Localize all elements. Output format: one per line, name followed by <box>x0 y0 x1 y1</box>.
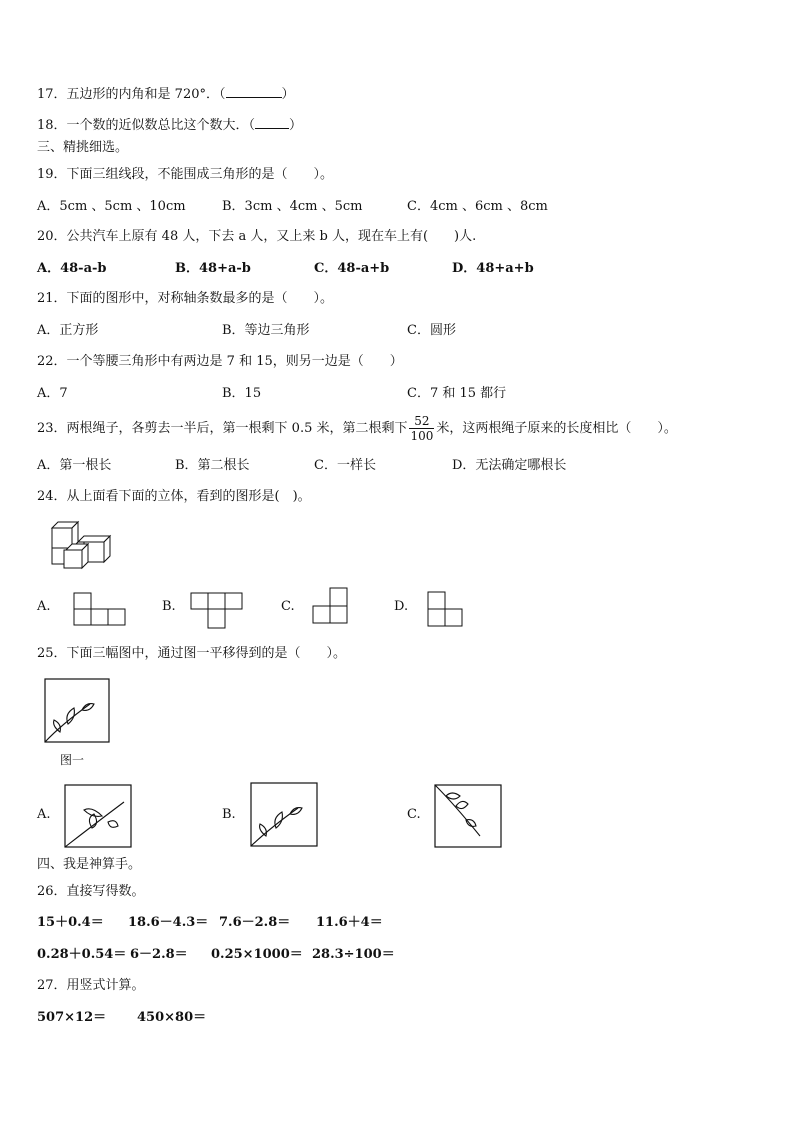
q23-option-a[interactable]: A．第一根长 <box>37 458 112 473</box>
calc-item: 18.6－4.3＝ <box>128 915 209 930</box>
figure-1-label: 图一 <box>60 753 85 767</box>
section-4-heading: 四、我是神算手。 <box>37 857 142 872</box>
q23-option-b[interactable]: B．第二根长 <box>175 458 250 473</box>
q24-figure-a <box>72 591 128 627</box>
q20-option-a[interactable]: A．48-a-b <box>37 261 107 276</box>
cube-stack-figure <box>48 520 114 570</box>
section-3-heading: 三、精挑细选。 <box>37 140 129 155</box>
q19-option-a[interactable]: A．5cm 、5cm 、10cm <box>37 199 186 214</box>
q24-figure-b <box>189 591 245 631</box>
question-18: 18．一个数的近似数总比这个数大．（ ） <box>37 115 302 134</box>
question-17: 17．五边形的内角和是 720°．（ ） <box>37 84 295 103</box>
q20-option-b[interactable]: B．48+a-b <box>175 261 251 276</box>
question-17-text: 17．五边形的内角和是 720°．（ <box>37 87 226 102</box>
q22-option-b[interactable]: B．15 <box>222 386 262 401</box>
q24-figure-d <box>425 589 465 629</box>
fraction: $\frac{52}{100}$ <box>410 414 434 443</box>
question-21-stem: 21．下面的图形中，对称轴条数最多的是（ ）。 <box>37 291 334 306</box>
calc-item: 15＋0.4＝ <box>37 915 104 930</box>
q23-option-d[interactable]: D．无法确定哪根长 <box>452 458 567 473</box>
question-25-stem: 25．下面三幅图中，通过图一平移得到的是（ ）。 <box>37 646 347 661</box>
q25-option-a[interactable]: A. <box>37 807 51 822</box>
calc-item: 11.6＋4＝ <box>316 915 383 930</box>
question-18-text: 18．一个数的近似数总比这个数大．（ <box>37 118 256 133</box>
question-27-stem: 27．用竖式计算。 <box>37 978 145 993</box>
question-20-stem: 20．公共汽车上原有 48 人，下去 a 人，又上来 b 人，现在车上有( )人. <box>37 229 477 244</box>
q21-option-c[interactable]: C．圆形 <box>407 323 456 338</box>
q19-option-c[interactable]: C．4cm 、6cm 、8cm <box>407 199 548 214</box>
q25-figure-a <box>62 782 134 850</box>
question-23-stem: 23．两根绳子，各剪去一半后，第一根剩下 0.5 米，第二根剩下 $\frac{52}{100}$ 米，这两根绳子原来的长度相比（ ）。 <box>37 414 677 443</box>
calc-item: 28.3÷100＝ <box>312 947 395 962</box>
figure-1-branch <box>42 676 114 746</box>
q22-option-a[interactable]: A．7 <box>37 386 68 401</box>
vertical-calc-item: 450×80＝ <box>137 1010 207 1025</box>
question-26-stem: 26．直接写得数。 <box>37 884 145 899</box>
q24-figure-c <box>310 586 350 626</box>
answer-blank-17[interactable] <box>226 84 282 98</box>
q25-figure-b <box>248 780 320 850</box>
q21-option-a[interactable]: A．正方形 <box>37 323 99 338</box>
q19-option-b[interactable]: B．3cm 、4cm 、5cm <box>222 199 363 214</box>
q20-option-d[interactable]: D．48+a+b <box>452 261 534 276</box>
question-22-stem: 22．一个等腰三角形中有两边是 7 和 15，则另一边是（ ） <box>37 354 403 369</box>
vertical-calc-item: 507×12＝ <box>37 1010 107 1025</box>
answer-blank-18[interactable] <box>255 115 289 129</box>
calc-item: 6－2.8＝ <box>130 947 188 962</box>
q25-figure-c <box>432 782 504 850</box>
calc-item: 0.28＋0.54＝ <box>37 947 127 962</box>
q23-option-c[interactable]: C．一样长 <box>314 458 376 473</box>
q25-option-b[interactable]: B. <box>222 807 236 822</box>
q24-option-c[interactable]: C. <box>281 599 295 614</box>
question-24-stem: 24．从上面看下面的立体，看到的图形是( )。 <box>37 489 311 504</box>
q25-option-c[interactable]: C. <box>407 807 421 822</box>
q24-option-d[interactable]: D. <box>394 599 409 614</box>
q20-option-c[interactable]: C．48-a+b <box>314 261 390 276</box>
q24-option-a[interactable]: A. <box>37 599 51 614</box>
question-19-stem: 19．下面三组线段，不能围成三角形的是（ ）。 <box>37 167 334 182</box>
calc-item: 0.25×1000＝ <box>211 947 303 962</box>
q22-option-c[interactable]: C．7 和 15 都行 <box>407 386 507 401</box>
q21-option-b[interactable]: B．等边三角形 <box>222 323 310 338</box>
calc-item: 7.6－2.8＝ <box>219 915 291 930</box>
q24-option-b[interactable]: B. <box>162 599 176 614</box>
